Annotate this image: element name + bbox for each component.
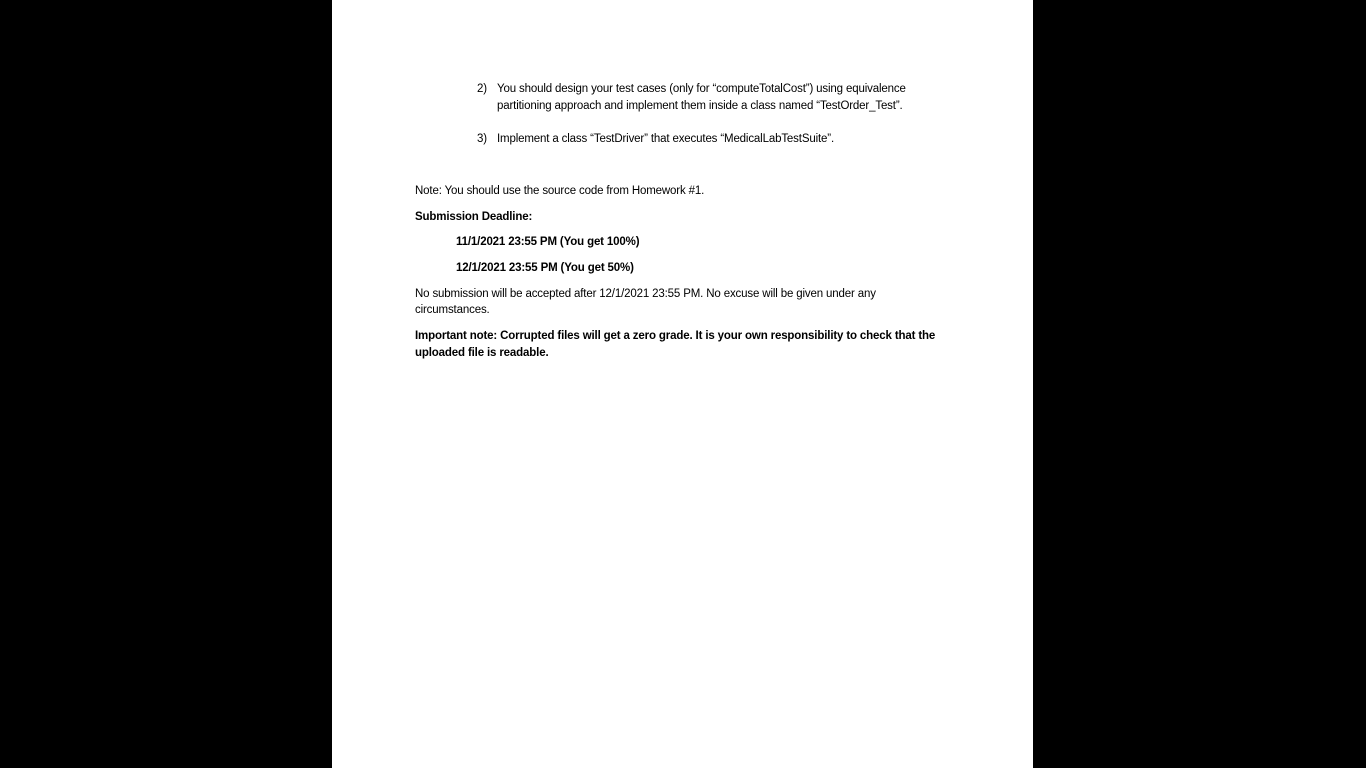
- paragraph-line: Important note: Corrupted files will get a zero grade. It is your own responsibility to check that the: [415, 330, 936, 342]
- list-line: Implement a class “TestDriver” that executes “MedicalLabTestSuite”.: [497, 133, 834, 145]
- list-text: [497, 131, 947, 148]
- list-line: You should design your test cases (only for “computeTotalCost”) using equivalence: [497, 83, 906, 95]
- no-submission-paragraph: [415, 286, 940, 318]
- paragraph-line: circumstances.: [415, 304, 490, 316]
- paragraph-line: uploaded file is readable.: [415, 347, 549, 359]
- list-line: partitioning approach and implement them inside a class named “TestOrder_Test”.: [497, 100, 903, 112]
- deadline-item-half: 12/1/2021 23:55 PM (You get 50%): [456, 262, 634, 274]
- deadline-item-full: 11/1/2021 23:55 PM (You get 100%): [456, 236, 640, 248]
- document-page: [332, 0, 1033, 768]
- important-note: [415, 328, 940, 362]
- deadline-heading: Submission Deadline:: [415, 211, 533, 223]
- list-text: [497, 81, 947, 115]
- list-number: 2): [477, 83, 487, 95]
- paragraph-line: No submission will be accepted after 12/1/2021 23:55 PM. No excuse will be given under any: [415, 288, 876, 300]
- homework-note: Note: You should use the source code from Homework #1.: [415, 185, 705, 197]
- list-number: 3): [477, 133, 487, 145]
